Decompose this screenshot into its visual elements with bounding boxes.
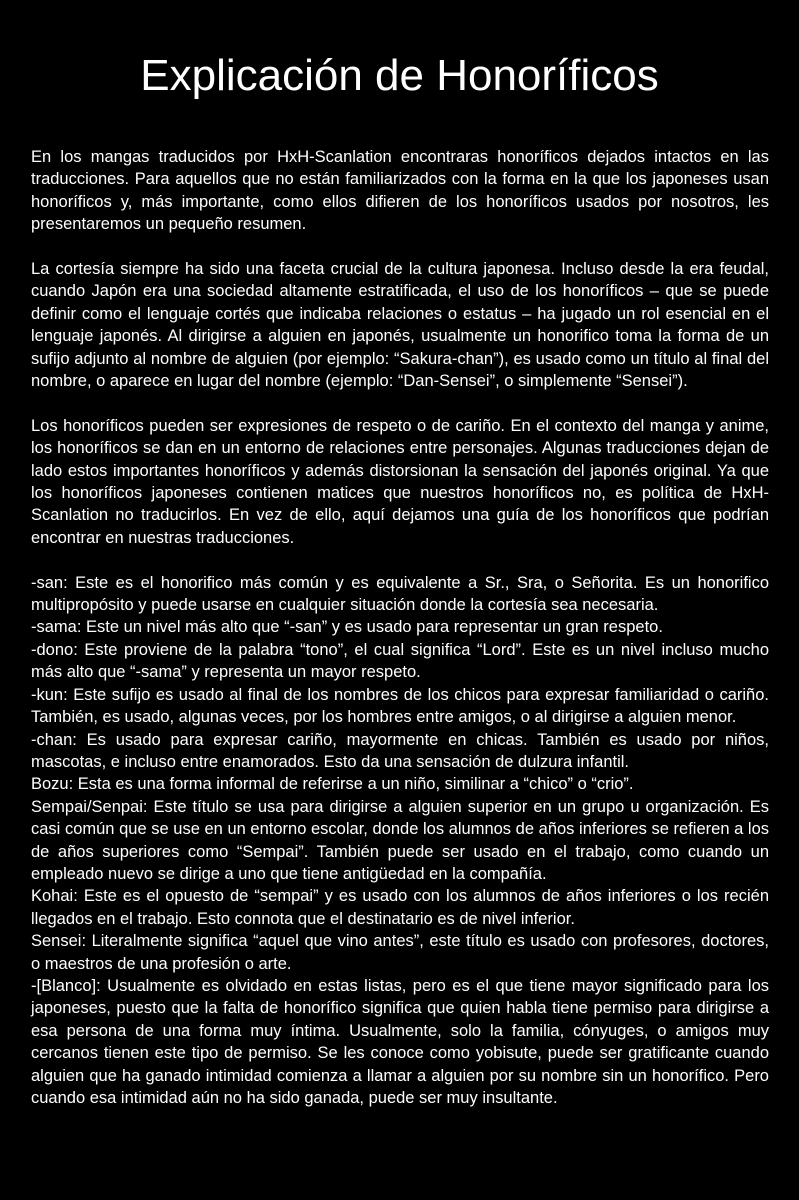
- glossary-entry-chan: -chan: Es usado para expresar cariño, mayormente en chicas. También es usado por niños, mascotas, e incluso entre enamorados. Esto da una sensación de dulzura infantil.: [31, 730, 769, 771]
- glossary-entry-kun: -kun: Este sufijo es usado al final de los nombres de los chicos para expresar familiaridad o cariño. También, es usado, algunas veces, por los hombres entre amigos, o al dirigirse a alguien menor.: [31, 685, 769, 727]
- glossary-entry-san: -san: Este es el honorifico más común y es equivalente a Sr., Sra, o Señorita. Es un honorifico multipropósito y puede usarse en cualquier situación donde la cortesía sea necesaria.: [31, 573, 769, 615]
- courtesy-paragraph: La cortesía siempre ha sido una faceta crucial de la cultura japonesa. Incluso desde la era feudal, cuando Japón era una sociedad altamente estratificada, el uso de los honoríficos – que se puede definir como el lenguaje cortés que indicaba relaciones o estatus – ha jugado un rol esencial en el lenguaje japonés. Al dirigirse a alguien en japonés, usualmente un honorifico toma la forma de un sufijo adjunto al nombre de alguien (por ejemplo: “Sakura-chan”), es usado como un título al final del nombre, o aparece en lugar del nombre (ejemplo: “Dan-Sensei”, o simplemente “Sensei”).: [31, 260, 769, 391]
- glossary-entry-kohai: Kohai: Este es el opuesto de “sempai” y es usado con los alumnos de años inferiores o los recién llegados en el trabajo. Esto connota que el destinatario es de nivel inferior.: [31, 887, 769, 928]
- intro-paragraph: En los mangas traducidos por HxH-Scanlation encontraras honoríficos dejados intactos en las traducciones. Para aquellos que no están familiarizados con la forma en la que los japoneses usan honoríficos y, más importante, como ellos difieren de los honoríficos usados por nosotros, les presentaremos un pequeño resumen.: [31, 148, 769, 234]
- honorifics-glossary: [31, 572, 769, 1110]
- glossary-entry-blanco: -[Blanco]: Usualmente es olvidado en estas listas, pero es el que tiene mayor significado para los japoneses, puesto que la falta de honorífico significa que quien habla tiene permiso para dirigirse a esa persona de una forma muy íntima. Usualmente, solo la familia, cónyuges, o amigos muy cercanos tienen este tipo de permiso. Se les conoce como yobisute, puede ser gratificante cuando alguien que ha ganado intimidad comienza a llamar a alguien por su nombre sin un honorífico. Pero cuando esa intimidad aún no ha sido ganada, puede ser muy insultante.: [31, 976, 769, 1108]
- glossary-entry-sensei: Sensei: Literalmente significa “aquel que vino antes”, este título es usado con profesores, doctores, o maestros de una profesión o arte.: [31, 932, 769, 973]
- respect-paragraph: Los honoríficos pueden ser expresiones de respeto o de cariño. En el contexto del manga y anime, los honoríficos se dan en un entorno de relaciones entre personajes. Algunas traducciones dejan de lado estos importantes honoríficos y además distorsionan la sensación del japonés original. Ya que los honoríficos japoneses contienen matices que nuestros honoríficos no, es política de HxH-Scanlation no traducirlos. En vez de ello, aquí dejamos una guía de los honoríficos que podrían encontrar en nuestras traducciones.: [31, 416, 769, 547]
- glossary-entry-dono: -dono: Este proviene de la palabra “tono”, el cual significa “Lord”. Este es un nivel incluso mucho más alto que “-sama” y representa un mayor respeto.: [31, 640, 769, 682]
- page-title: Explicación de Honoríficos: [140, 51, 659, 100]
- glossary-entry-sama: -sama: Este un nivel más alto que “-san” y es usado para representar un gran respeto.: [31, 618, 663, 637]
- document-body: [31, 146, 769, 1109]
- glossary-entry-bozu: Bozu: Esta es una forma informal de referirse a un niño, similinar a “chico” o “crio”.: [31, 775, 634, 794]
- glossary-entry-sempai: Sempai/Senpai: Este título se usa para dirigirse a alguien superior en un grupo u organización. Es casi común que se use en un entorno escolar, donde los alumnos de años inferiores se refieren a los de años superiores como “Sempai”. También puede ser usado en el trabajo, como cuando un empleado nuevo se dirige a uno que tiene antigüedad en la compañía.: [31, 797, 769, 883]
